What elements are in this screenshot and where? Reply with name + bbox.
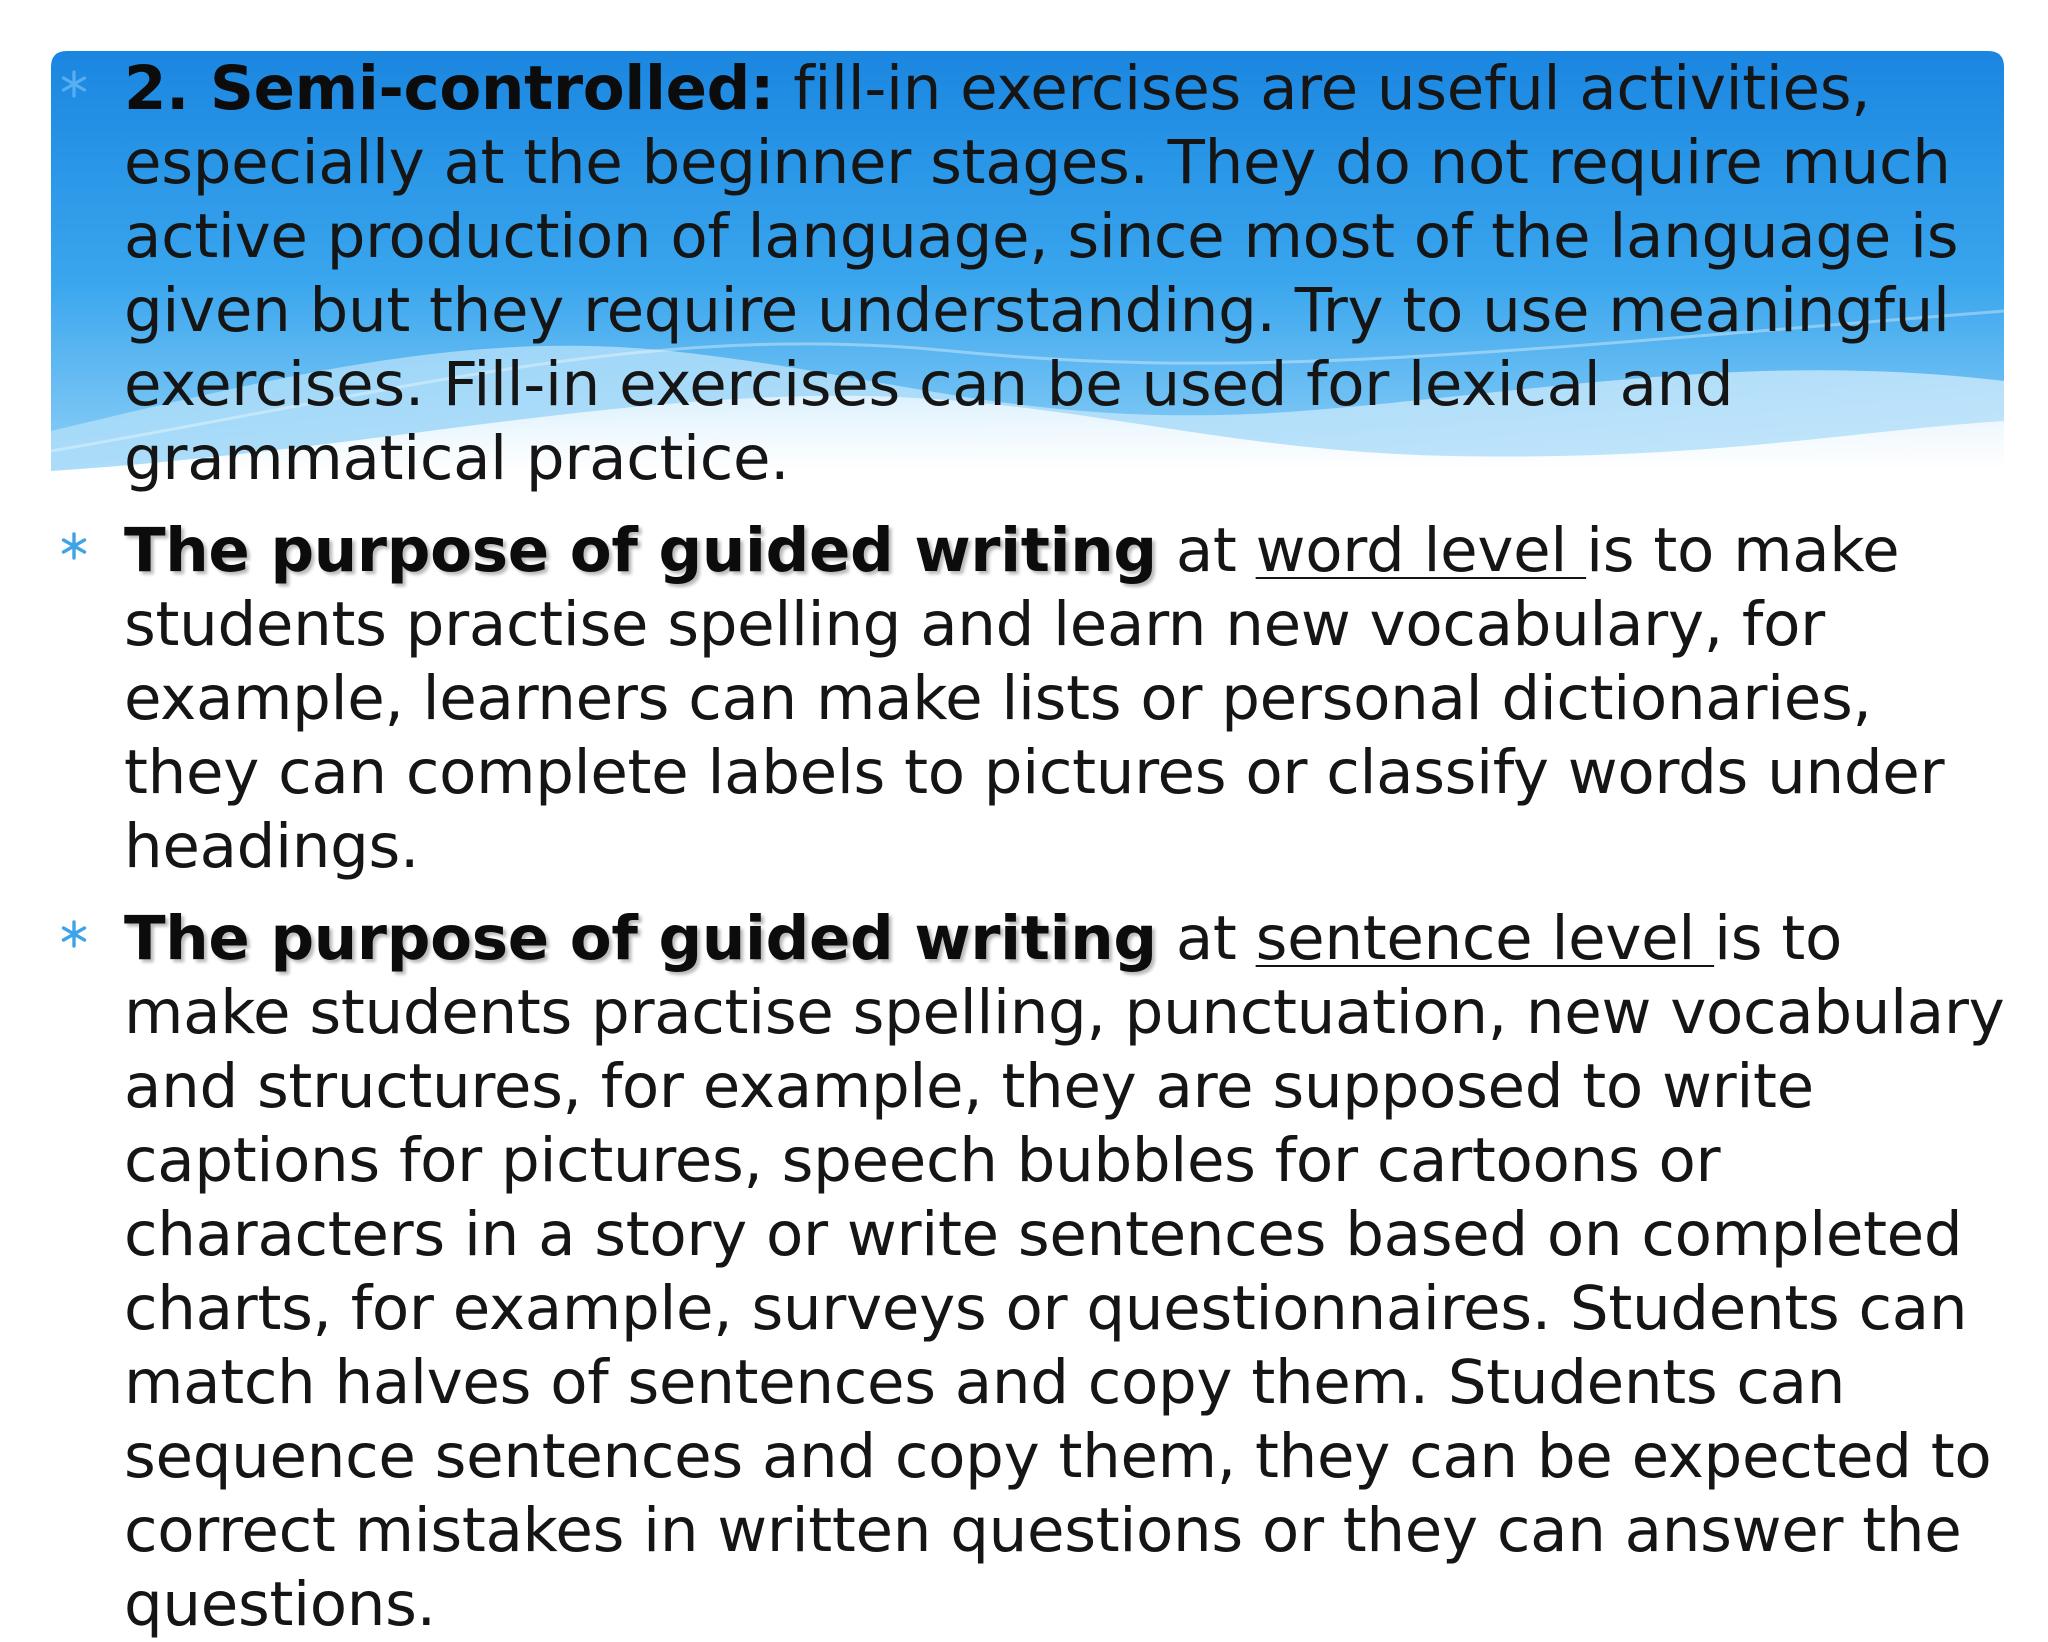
bullet-body: fill-in exercises are useful activities, especially at the beginner stages. They do not require much active production of language, since most of the language is given but they require understanding. Try to use meaningful exercises. Fill-in exercises can be used for lexical and grammatical practice. [124, 53, 1959, 494]
asterisk-bullet-icon [56, 52, 92, 126]
bullet-heading: The purpose of guided writing [124, 515, 1157, 586]
bullet-text [124, 902, 2006, 1642]
slide-content [56, 52, 2006, 1642]
bullet-semi-controlled [56, 52, 2006, 496]
bullet-heading: 2. Semi-controlled: [124, 53, 775, 124]
bullet-sentence-level [56, 902, 2006, 1642]
bullet-body: is to make students practise spelling, punctuation, new vocabulary and structures, for example, they are supposed to write captions for pictures, speech bubbles for cartoons or characters in a story or write sentences based on completed charts, for example, surveys or questionnaires. Students can match halves of sentences and copy them. Students can sequence sentences and copy them, they can be expected to correct mistakes in written questions or they can answer the questions. [124, 903, 2005, 1640]
bullet-text [124, 52, 2006, 496]
bullet-connector: at [1156, 903, 1256, 974]
bullet-connector: at [1156, 515, 1256, 586]
bullet-heading: The purpose of guided writing [124, 903, 1157, 974]
bullet-body: is to make students practise spelling and learn new vocabulary, for example, learners can make lists or personal dictionaries, they can complete labels to pictures or classify words under headings. [124, 515, 1945, 882]
asterisk-bullet-icon [56, 514, 92, 588]
bullet-word-level [56, 514, 2006, 884]
bullet-text [124, 514, 2006, 884]
underlined-term: sentence level [1255, 903, 1715, 974]
asterisk-bullet-icon [56, 902, 92, 976]
underlined-term: word level [1255, 515, 1587, 586]
